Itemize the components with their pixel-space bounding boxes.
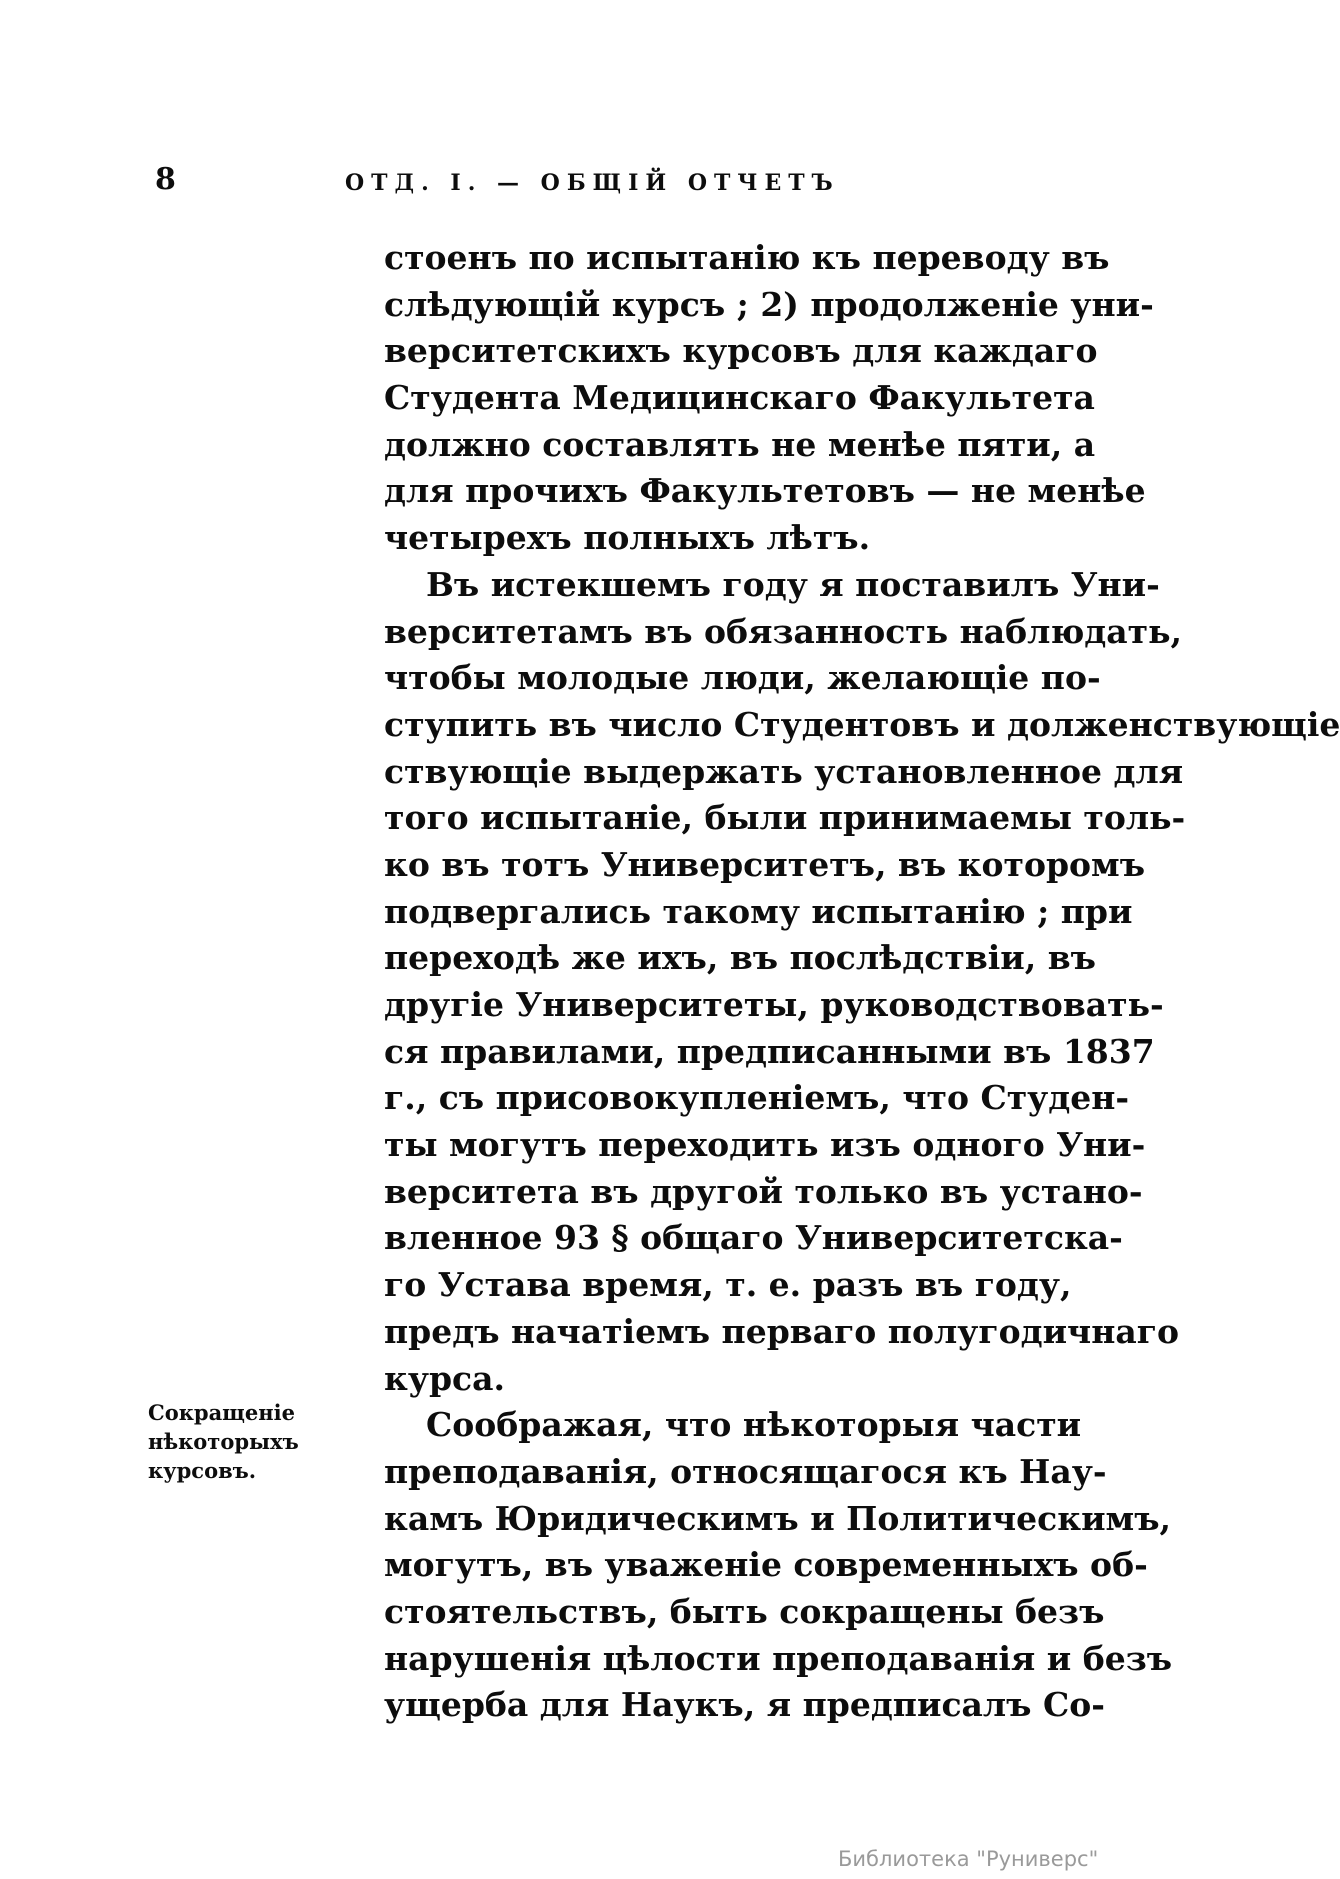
text-line: ся правилами, предписанными въ 1837 (384, 1031, 1155, 1071)
text-line: верситетамъ въ обязанность наблюдать, (384, 611, 1182, 651)
text-line: ко въ тотъ Университетъ, въ которомъ (384, 844, 1146, 884)
text-line: го Устава время, т. е. разъ въ году, (384, 1265, 1072, 1305)
body-text (384, 235, 1340, 1729)
paragraph-1 (384, 235, 1154, 562)
text-line: предъ начатіемъ перваго полугодичнаго (384, 1311, 1179, 1351)
paragraph-2 (384, 562, 1340, 1402)
text-line: верситета въ другой только въ устано- (384, 1171, 1143, 1211)
text-line: Соображая, что нѣкоторыя части (426, 1405, 1082, 1445)
running-head: ОТД. I. — ОБЩІЙ ОТЧЕТЪ (345, 170, 840, 196)
text-line: слѣдующій курсъ ; 2) продолженіе уни- (384, 284, 1154, 324)
text-line: для прочихъ Факультетовъ — не менѣе (384, 471, 1146, 511)
paragraph-3 (384, 1402, 1173, 1729)
text-line: стоятельствъ, быть сокращены безъ (384, 1591, 1105, 1631)
text-line: переходѣ же ихъ, въ послѣдствіи, въ (384, 938, 1096, 978)
text-line: ствующіе выдержать установленное для (384, 751, 1184, 791)
text-line: Студента Медицинскаго Факультета (384, 378, 1095, 418)
text-line: должно составлять не менѣе пяти, а (384, 424, 1096, 464)
text-line: ты могутъ переходить изъ одного Уни- (384, 1125, 1146, 1165)
text-line: курса. (384, 1358, 505, 1398)
text-line: камъ Юридическимъ и Политическимъ, (384, 1498, 1172, 1538)
text-line: чтобы молодые люди, желающіе по- (384, 658, 1101, 698)
text-line: подвергались такому испытанію ; при (384, 891, 1133, 931)
text-line: вленное 93 § общаго Университетска- (384, 1218, 1123, 1258)
text-line: г., съ присовокупленіемъ, что Студен- (384, 1078, 1130, 1118)
library-watermark: Библиотека "Руниверс" (838, 1847, 1099, 1871)
text-line: Въ истекшемъ году я поставилъ Уни- (426, 564, 1160, 604)
margin-note (148, 1398, 348, 1485)
text-line: верситетскихъ курсовъ для каждаго (384, 331, 1098, 371)
text-line: могутъ, въ уваженіе современныхъ об- (384, 1545, 1148, 1585)
margin-note-line: курсовъ. (148, 1458, 257, 1483)
text-line: преподаванія, относящагося къ Нау- (384, 1451, 1107, 1491)
text-line: ущерба для Наукъ, я предписалъ Со- (384, 1685, 1105, 1725)
margin-note-line: нѣкоторыхъ (148, 1429, 299, 1454)
text-line: ступить въ число Студентовъ и долженствующіе (384, 704, 1340, 744)
margin-note-line: Сокращеніе (148, 1400, 295, 1425)
text-line: четырехъ полныхъ лѣтъ. (384, 518, 871, 558)
text-line: другіе Университеты, руководствовать- (384, 985, 1164, 1024)
page-number: 8 (155, 162, 176, 197)
text-line: стоенъ по испытанію къ переводу въ (384, 238, 1110, 277)
text-line: нарушенія цѣлости преподаванія и безъ (384, 1638, 1173, 1678)
text-line: того испытаніе, были принимаемы толь- (384, 798, 1186, 838)
